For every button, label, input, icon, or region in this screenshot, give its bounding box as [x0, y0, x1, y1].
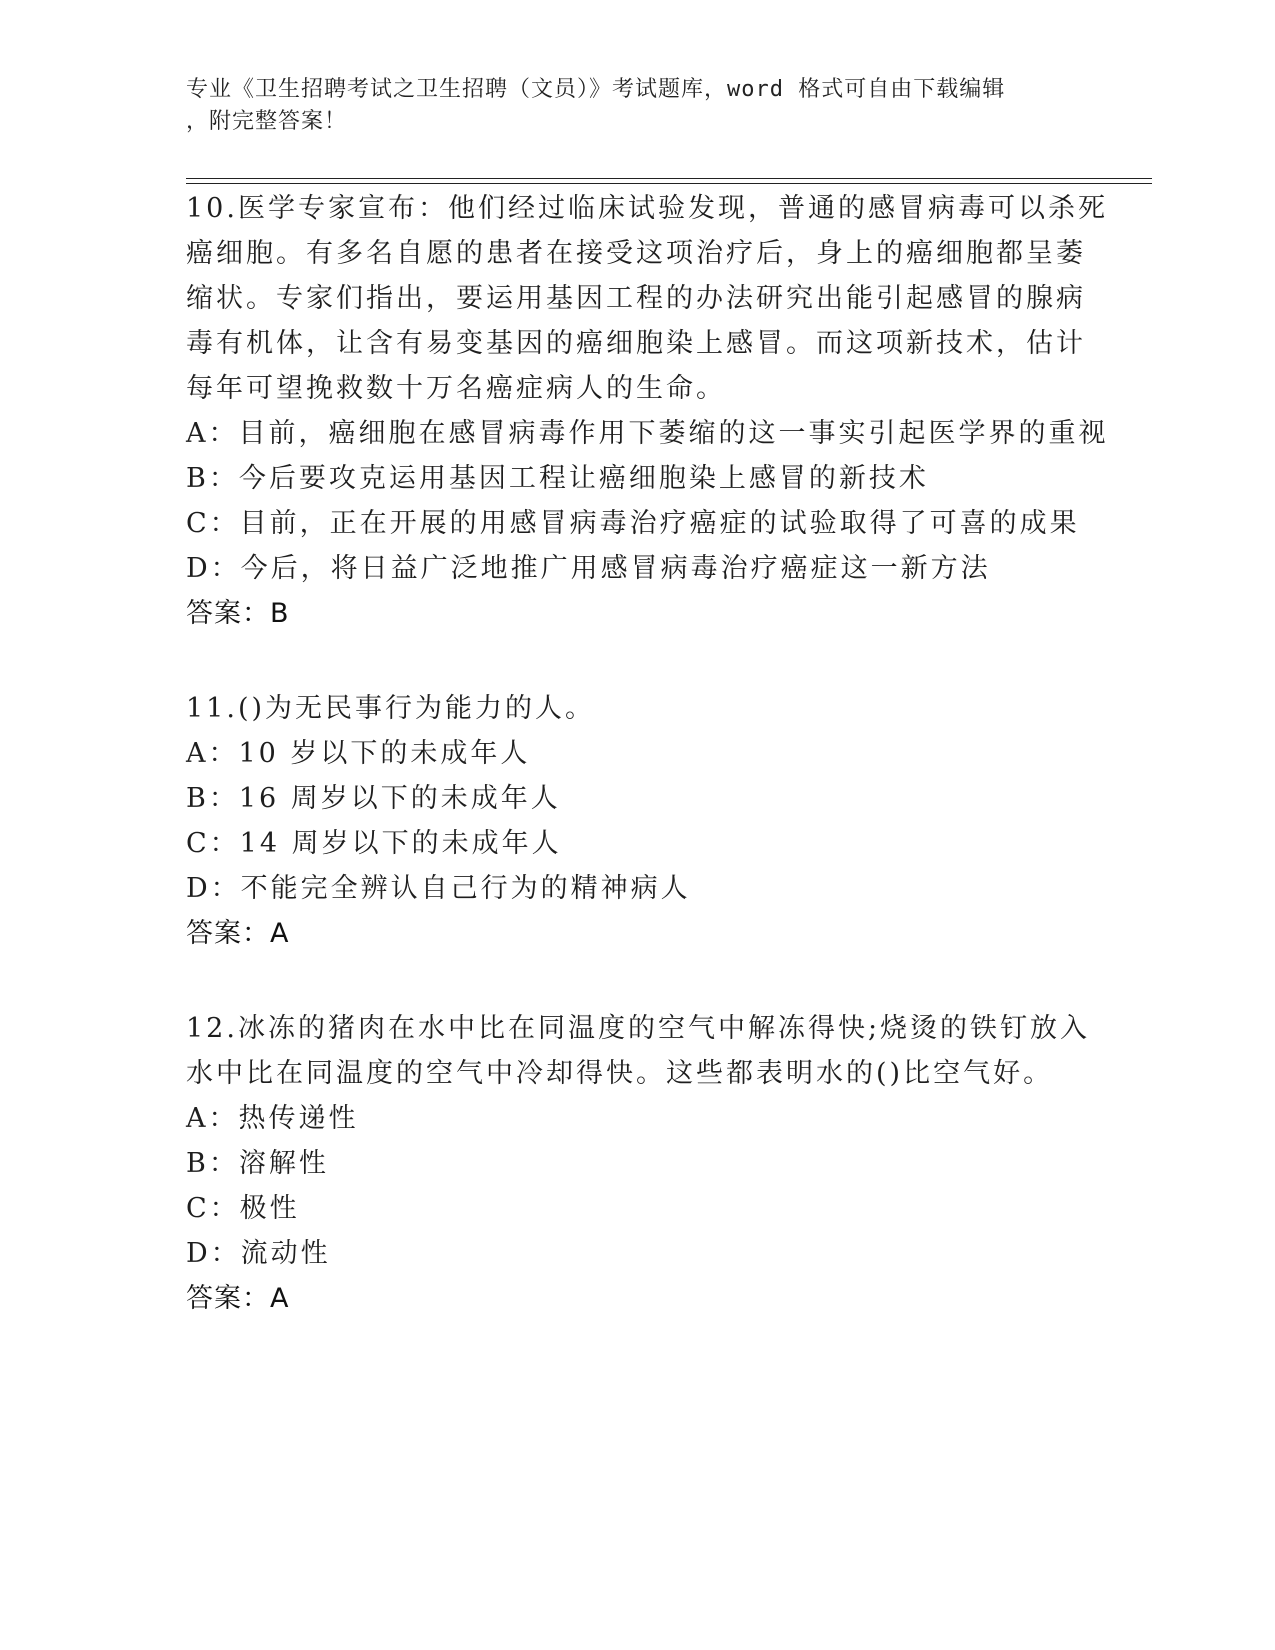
- option-b: B：16 周岁以下的未成年人: [186, 783, 561, 814]
- question-text-line: 10.医学专家宣布：他们经过临床试验发现，普通的感冒病毒可以杀死: [186, 193, 1108, 224]
- question-text-line: 11.()为无民事行为能力的人。: [186, 693, 596, 724]
- header-line-1: 专业《卫生招聘考试之卫生招聘（文员）》考试题库，word 格式可自由下载编辑: [186, 77, 1006, 102]
- option-a: A：10 岁以下的未成年人: [186, 738, 531, 769]
- option-c: C：目前，正在开展的用感冒病毒治疗癌症的试验取得了可喜的成果: [186, 508, 1080, 539]
- answer-label: 答案：A: [186, 918, 290, 949]
- question-text-line: 毒有机体，让含有易变基因的癌细胞染上感冒。而这项新技术，估计: [186, 328, 1086, 359]
- question-spacer: [186, 956, 1086, 1006]
- option-b: B：今后要攻克运用基因工程让癌细胞染上感冒的新技术: [186, 463, 929, 494]
- question-text-line: 缩状。专家们指出，要运用基因工程的办法研究出能引起感冒的腺病: [186, 283, 1086, 314]
- document-header: [186, 74, 1066, 138]
- option-a: A：目前，癌细胞在感冒病毒作用下萎缩的这一事实引起医学界的重视: [186, 418, 1109, 449]
- answer-label: 答案：A: [186, 1283, 290, 1314]
- question-11: [186, 686, 1086, 956]
- question-text-line: 水中比在同温度的空气中冷却得快。这些都表明水的()比空气好。: [186, 1058, 1054, 1089]
- option-b: B：溶解性: [186, 1148, 329, 1179]
- option-d: D：流动性: [186, 1238, 331, 1269]
- question-list: [186, 186, 1109, 1321]
- option-d: D：不能完全辨认自己行为的精神病人: [186, 873, 691, 904]
- question-text-line: 癌细胞。有多名自愿的患者在接受这项治疗后，身上的癌细胞都呈萎: [186, 238, 1086, 269]
- option-a: A：热传递性: [186, 1103, 359, 1134]
- answer-label: 答案：B: [186, 598, 290, 629]
- question-spacer: [186, 636, 1086, 686]
- option-d: D：今后，将日益广泛地推广用感冒病毒治疗癌症这一新方法: [186, 553, 991, 584]
- question-text-line: 12.冰冻的猪肉在水中比在同温度的空气中解冻得快;烧烫的铁钉放入: [186, 1013, 1091, 1044]
- question-10: [186, 186, 1109, 636]
- header-rule-bottom: [186, 183, 1152, 184]
- question-12: [186, 1006, 1091, 1321]
- header-line-2: ，附完整答案！: [186, 109, 348, 134]
- option-c: C：极性: [186, 1193, 300, 1224]
- question-text-line: 每年可望挽救数十万名癌症病人的生命。: [186, 373, 726, 404]
- header-rule-top: [186, 178, 1152, 179]
- option-c: C：14 周岁以下的未成年人: [186, 828, 562, 859]
